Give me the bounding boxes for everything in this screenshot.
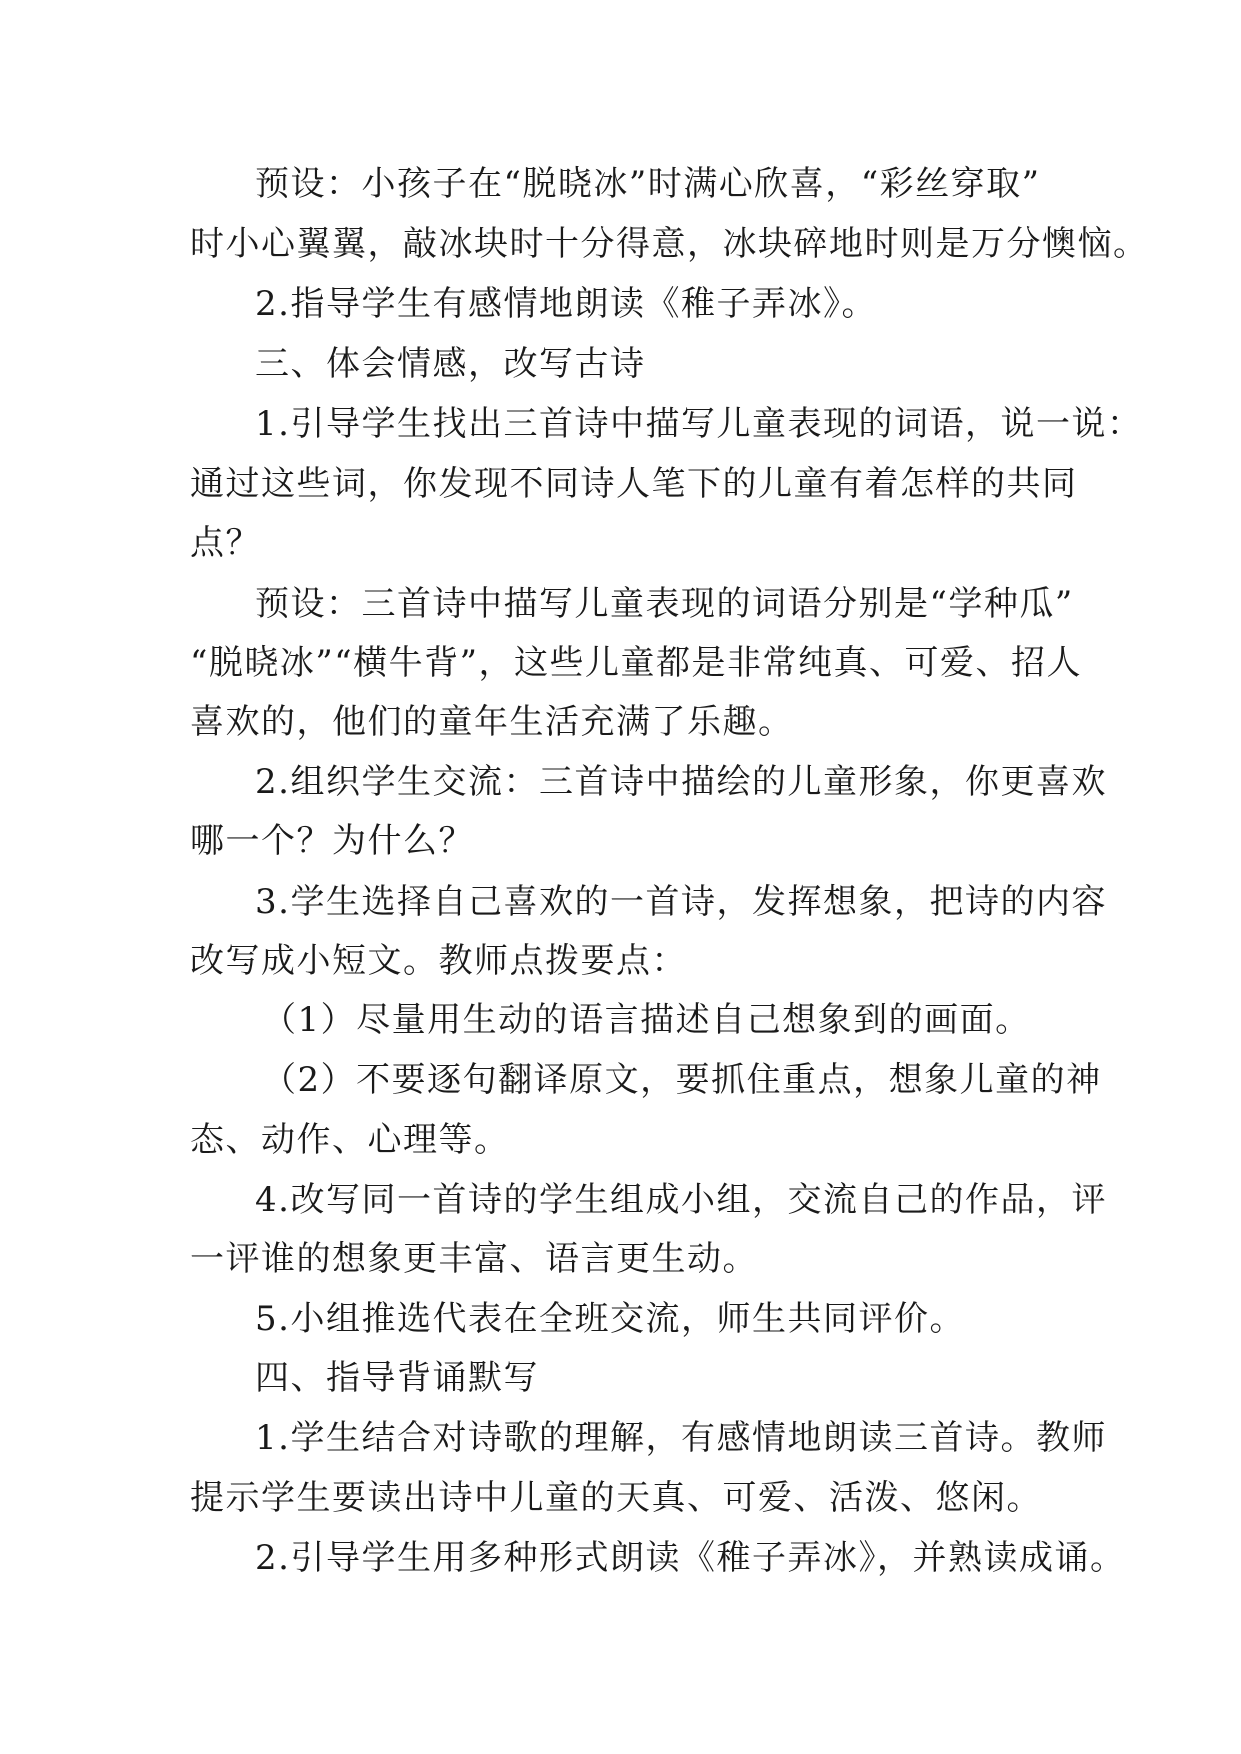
text-line: 2.指导学生有感情地朗读《稚子弄冰》。 — [255, 284, 877, 324]
text-line: 预设：三首诗中描写儿童表现的词语分别是“学种瓜” — [255, 584, 1074, 624]
text-line: “脱晓冰”“横牛背”，这些儿童都是非常纯真、可爱、招人 — [190, 643, 1083, 683]
text-line: （1）尽量用生动的语言描述自己想象到的画面。 — [262, 1000, 1031, 1040]
text-line: 1.学生结合对诗歌的理解，有感情地朗读三首诗。教师 — [255, 1418, 1107, 1458]
text-line: 时小心翼翼，敲冰块时十分得意，冰块碎地时则是万分懊恼。 — [190, 224, 1149, 264]
text-line: 2.引导学生用多种形式朗读《稚子弄冰》，并熟读成诵。 — [255, 1538, 1126, 1578]
text-line: 一评谁的想象更丰富、语言更生动。 — [190, 1239, 758, 1279]
text-line: 5.小组推选代表在全班交流，师生共同评价。 — [255, 1299, 965, 1339]
text-line: （2）不要逐句翻译原文，要抓住重点，想象儿童的神 — [262, 1060, 1102, 1100]
text-line: 1.引导学生找出三首诗中描写儿童表现的词语，说一说： — [255, 404, 1143, 444]
text-line: 预设：小孩子在“脱晓冰”时满心欣喜，“彩丝穿取” — [255, 164, 1041, 204]
text-line: 态、动作、心理等。 — [190, 1120, 510, 1160]
text-line: 喜欢的，他们的童年生活充满了乐趣。 — [190, 702, 794, 742]
text-line: 3.学生选择自己喜欢的一首诗，发挥想象，把诗的内容 — [255, 882, 1107, 922]
text-line: 点？ — [190, 523, 261, 563]
text-line: 提示学生要读出诗中儿童的天真、可爱、活泼、悠闲。 — [190, 1478, 1042, 1518]
section-heading: 四、指导背诵默写 — [255, 1358, 539, 1398]
text-line: 哪一个？为什么？ — [190, 821, 474, 861]
text-line: 2.组织学生交流：三首诗中描绘的儿童形象，你更喜欢 — [255, 762, 1107, 802]
text-line: 改写成小短文。教师点拨要点： — [190, 941, 687, 981]
text-line: 通过这些词，你发现不同诗人笔下的儿童有着怎样的共同 — [190, 464, 1078, 504]
section-heading: 三、体会情感，改写古诗 — [255, 344, 646, 384]
text-line: 4.改写同一首诗的学生组成小组，交流自己的作品，评 — [255, 1180, 1107, 1220]
